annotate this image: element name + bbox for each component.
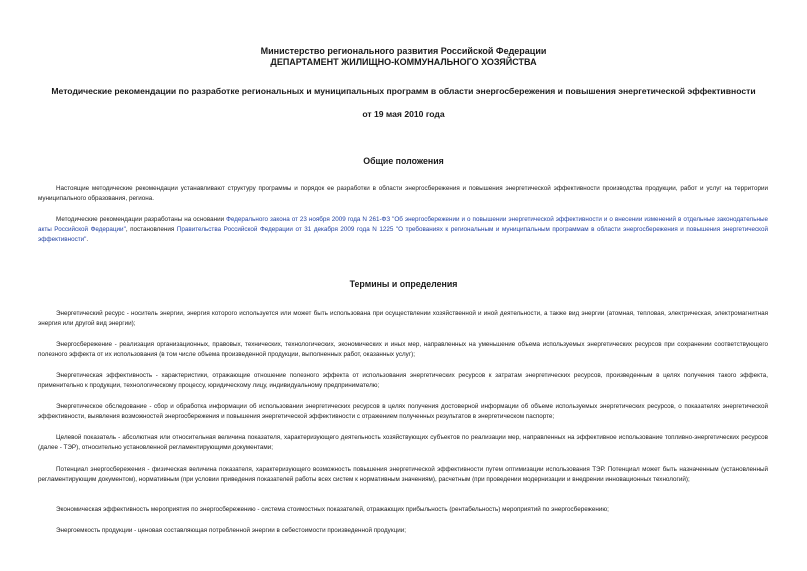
government-decree-link[interactable]: Правительства Российской Федерации от 31 декабря 2009 года N 1225 "О требованиях к региональным и муниципальным программам в области энергосбережения и повышения энергетической эффективности"	[38, 226, 768, 243]
document-date: от 19 мая 2010 года	[362, 109, 445, 119]
term-definition: Потенциал энергосбережения - физическая величина показателя, характеризующего возможность повышения энергетической эффективности путем оптимизации использования ТЭР. Потенциал может быть назначенным (установленный регламентирующим документом), нормативным (при условии приведения показателей работы всех систем к нормативным значениям), расчетным (при проведении модернизации и внедрении инновационных технологий);	[38, 466, 768, 483]
term-definition: Целевой показатель - абсолютная или относительная величина показателя, характеризующего деятельность хозяйствующих субъектов по реализации мер, направленных на эффективное использование топливно-энергетических ресурсов (далее - ТЭР), относительно установленной регламентирующими документами;	[38, 434, 768, 451]
paragraph-text: , постановления	[125, 226, 177, 233]
department-name: ДЕПАРТАМЕНТ ЖИЛИЩНО-КОММУНАЛЬНОГО ХОЗЯЙСТВА	[270, 57, 537, 67]
term-definition: Экономическая эффективность мероприятия по энергосбережению - система стоимостных показателей, отражающих прибыльность (рентабельность) мероприятий по энергосбережению;	[56, 506, 609, 513]
term-definition: Энергетический ресурс - носитель энергии, энергия которого используется или может быть использована при осуществлении хозяйственной и иной деятельности, а также вид энергии (атомная, тепловая, электрическая, электромагнитная энергия или другой вид энергии);	[38, 310, 768, 327]
section-heading-terms: Термины и определения	[349, 279, 458, 289]
term-definition: Энергетическое обследование - сбор и обработка информации об использовании энергетических ресурсов в целях получения достоверной информации об объеме используемых энергетических ресурсов, о показателях энергетической эффективности, выявления возможностей энергосбережения и повышения энергетической эффективности с отражением полученных результатов в энергетическом паспорте;	[38, 403, 768, 420]
paragraph-general-2	[38, 215, 768, 245]
paragraph-general-1: Настоящие методические рекомендации устанавливают структуру программы и порядок ее разработки в области энергосбережения и повышения энергетической эффективности производства продукции, работ и услуг на территории муниципального образования, региона.	[38, 185, 768, 202]
document-title: Методические рекомендации по разработке региональных и муниципальных программ в области энергосбережения и повышения энергетической эффективности	[51, 86, 756, 96]
term-definition: Энергосбережение - реализация организационных, правовых, технических, технологических, экономических и иных мер, направленных на уменьшение объема используемых энергетических ресурсов при сохранении соответствующего полезного эффекта от их использования (в том числе объема произведенной продукции, выполненных работ, оказанных услуг);	[38, 341, 768, 358]
term-definition: Энергоемкость продукции - ценовая составляющая потребленной энергии в себестоимости произведенной продукции;	[56, 527, 406, 534]
ministry-name: Министерство регионального развития Российской Федерации	[260, 46, 547, 56]
term-definition: Энергетическая эффективность - характеристики, отражающие отношение полезного эффекта от использования энергетических ресурсов к затратам энергетических ресурсов, произведенным в целях получения такого эффекта, применительно к продукции, технологическому процессу, юридическому лицу, индивидуальному предпринимателю;	[38, 372, 768, 389]
paragraph-text: Методические рекомендации разработаны на основании	[56, 216, 227, 223]
section-heading-general: Общие положения	[363, 156, 444, 166]
paragraph-text: .	[86, 236, 89, 243]
federal-law-link[interactable]: Федерального закона от 23 ноября 2009 года N 261-ФЗ "Об энергосбережении и о повышении энергетической эффективности и о внесении изменений в отдельные законодательные акты Российской Федерации"	[38, 216, 768, 233]
